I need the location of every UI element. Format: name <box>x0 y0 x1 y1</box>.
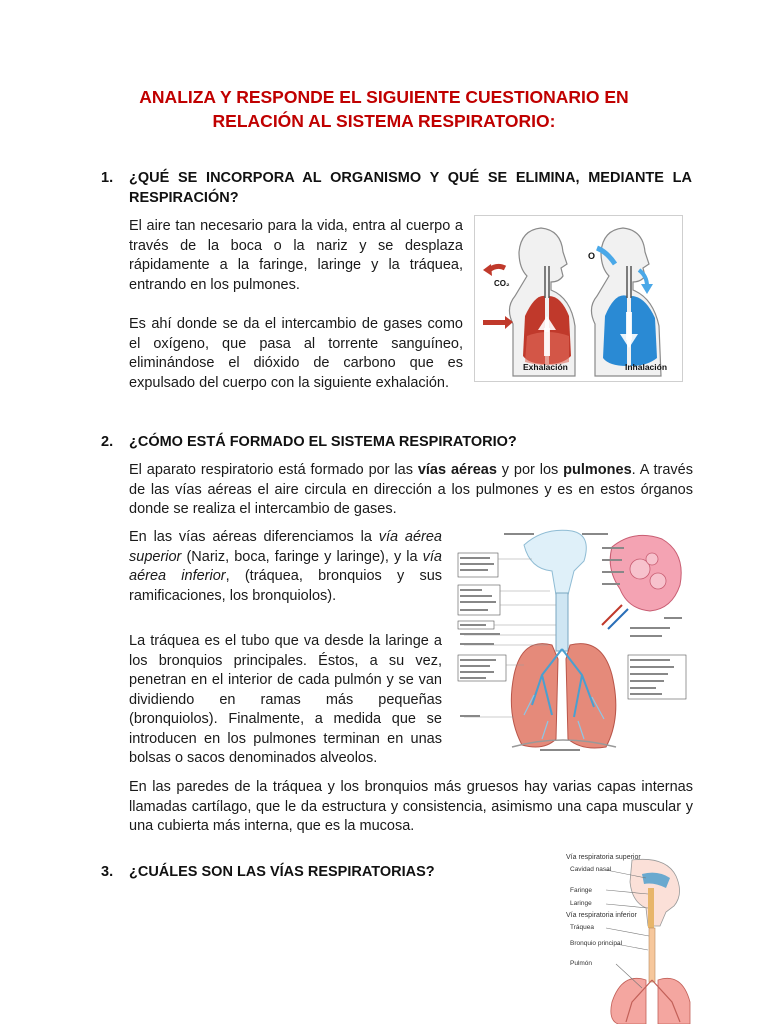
breathing-figure <box>474 215 683 382</box>
question-number: 3. <box>101 864 114 880</box>
label-upper-airway: Vía respiratoria superior <box>566 854 641 861</box>
q2-paragraph-3: La tráquea es el tubo que va desde la laringe a los bronquios principales. Éstos, a su vez, penetran en el interior de cada pulmón y se van dividiendo en ramas más pequeñas (bronquiolos). Finalmente, a medida que se introducen en los pulmones terminan en unas bolsas o sacos denominados alveolos. <box>129 633 442 766</box>
question-text: ¿QUÉ SE INCORPORA AL ORGANISMO Y QUÉ SE ELIMINA, MEDIANTE LA RESPIRACIÓN? <box>129 170 692 206</box>
label-trachea: Tráquea <box>570 924 594 931</box>
q1-paragraph-1: El aire tan necesario para la vida, entra al cuerpo a través de la boca o la nariz y se desplaza rápidamente a la faringe, laringe y la tráquea, entrando en los pulmones. <box>129 218 463 293</box>
breathing-illustration <box>475 216 682 381</box>
question-1 <box>101 168 721 208</box>
respiratory-anatomy-figure <box>452 525 697 757</box>
label-larynx: Laringe <box>570 900 592 907</box>
inhale-label: Inhalación <box>625 362 668 372</box>
label-pharynx: Faringe <box>570 887 593 894</box>
question-number: 1. <box>101 170 114 186</box>
exhale-label: Exhalación <box>523 362 568 372</box>
bold-term-airways: vías aéreas <box>417 462 497 478</box>
q2-paragraph-4: En las paredes de la tráquea y los bronquios más gruesos hay varias capas internas llamadas cartílago, que le da estructura y consistencia, asimismo una capa muscular y una cubierta más interna, que es la mucosa. <box>129 779 693 834</box>
q2-paragraph-1 <box>129 461 693 520</box>
question-text: ¿CÓMO ESTÁ FORMADO EL SISTEMA RESPIRATORIO? <box>129 434 517 450</box>
question-2 <box>101 432 721 452</box>
label-lower-airway: Vía respiratoria inferior <box>566 912 637 919</box>
question-text: ¿CUÁLES SON LAS VÍAS RESPIRATORIAS? <box>129 864 435 880</box>
label-main-bronchus: Bronquio principal <box>570 940 623 947</box>
label-lung: Pulmón <box>570 960 593 967</box>
text-run: En las vías aéreas diferenciamos la <box>129 529 379 545</box>
q1-paragraph-2: Es ahí donde se da el intercambio de gases como el oxígeno, que pasa al torrente sanguíneo, eliminándose el dióxido de carbono que es expulsado del cuerpo con la siguiente exhalación. <box>129 316 463 391</box>
page-title-line-2: RELACIÓN AL SISTEMA RESPIRATORIO: <box>212 111 556 131</box>
anatomy-illustration <box>452 525 697 757</box>
text-run: (Nariz, boca, faringe y laringe), y la <box>181 548 423 565</box>
o2-label: O <box>588 251 596 261</box>
italic-term-lower-airway: vía aérea inferior <box>129 548 442 584</box>
question-number: 2. <box>101 434 114 450</box>
q2-paragraph-2 <box>129 528 442 606</box>
bold-term-lungs: pulmones <box>563 462 632 478</box>
airway-figure <box>562 852 692 1024</box>
co2-label: CO₂ <box>494 279 510 288</box>
text-run: y por los <box>496 462 564 478</box>
page-title-line-1: ANALIZA Y RESPONDE EL SIGUIENTE CUESTIONARIO EN <box>139 87 629 107</box>
airway-illustration <box>562 852 692 1024</box>
text-run: El aparato respiratorio está formado por las <box>129 462 418 478</box>
text-run: , (tráquea, bronquios y sus ramificaciones, los bronquiolos). <box>129 568 443 604</box>
question-3 <box>101 862 521 882</box>
label-nasal-cavity: Cavidad nasal <box>570 866 612 873</box>
text-run: . A través de las vías aéreas el aire circula en dirección a los pulmones y es en estos órganos donde se realiza el intercambio de gases. <box>129 462 693 517</box>
italic-term-upper-airway: vía aérea superior <box>129 529 442 565</box>
